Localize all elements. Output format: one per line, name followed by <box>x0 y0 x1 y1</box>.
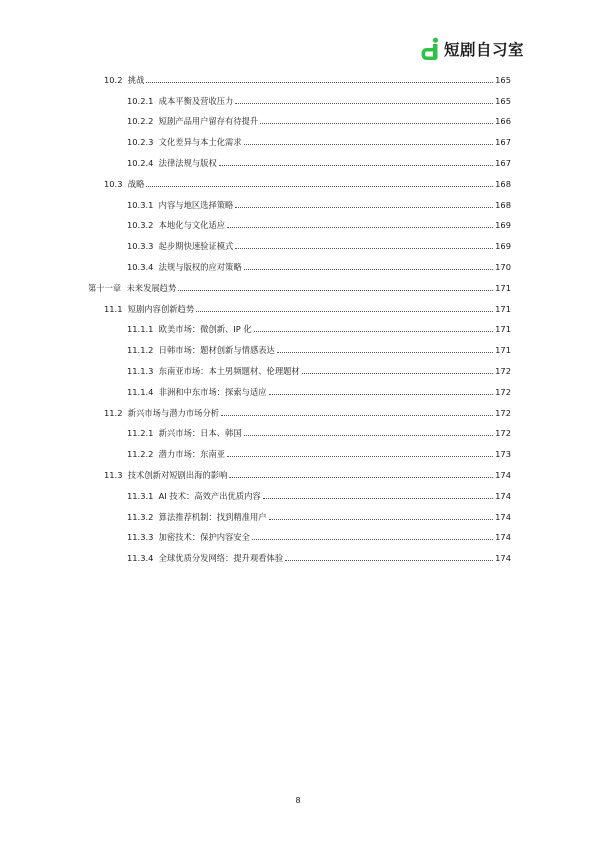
toc-entry-title: 日韩市场：题材创新与情感表达 <box>158 345 275 356</box>
toc-entry[interactable] <box>88 168 511 189</box>
toc-entry-number: 11.2 <box>104 407 123 418</box>
toc-dot-leader <box>263 498 493 499</box>
toc-entry-page: 174 <box>495 469 511 480</box>
toc-dot-leader <box>235 207 493 208</box>
toc-entry-label <box>88 408 219 418</box>
toc-entry-label <box>88 324 252 334</box>
toc-dot-leader <box>260 123 493 124</box>
toc-dot-leader <box>178 290 493 291</box>
toc-entry-title: 潜力市场：东南亚 <box>158 449 226 460</box>
toc-entry-number: 11.2.2 <box>127 449 154 460</box>
toc-entry-title: 挑战 <box>127 74 145 85</box>
toc-entry[interactable] <box>88 480 511 501</box>
toc-entry-label <box>88 304 194 314</box>
toc-entry[interactable] <box>88 293 511 314</box>
toc-entry[interactable] <box>88 147 511 168</box>
toc-entry-title: 新兴市场与潜力市场分析 <box>127 407 220 418</box>
toc-entry-label <box>88 75 144 85</box>
toc-dot-leader <box>277 352 493 353</box>
toc-entry-number: 11.1.2 <box>127 345 154 356</box>
toc-entry-page: 174 <box>495 490 511 501</box>
toc-dot-leader <box>302 373 493 374</box>
toc-entry-number: 11.3.1 <box>127 490 154 501</box>
toc-entry-page: 174 <box>495 532 511 543</box>
toc-entry-number: 10.3.2 <box>127 220 154 231</box>
toc-entry-label <box>88 116 258 126</box>
toc-entry[interactable] <box>88 251 511 272</box>
toc-entry-page: 171 <box>495 345 511 356</box>
table-of-contents <box>88 64 511 563</box>
toc-dot-leader <box>227 227 493 228</box>
toc-entry-label <box>88 366 300 376</box>
toc-entry-page: 165 <box>495 74 511 85</box>
toc-dot-leader <box>252 539 493 540</box>
toc-entry-page: 167 <box>495 137 511 148</box>
toc-entry-page: 169 <box>495 220 511 231</box>
toc-entry[interactable] <box>88 64 511 85</box>
toc-entry-page: 167 <box>495 157 511 168</box>
toc-entry-title: 法律法规与版权 <box>158 157 217 168</box>
toc-entry-number: 11.3.2 <box>127 511 154 522</box>
toc-dot-leader <box>254 331 493 332</box>
toc-entry-title: 技术创新对短剧出海的影响 <box>127 469 228 480</box>
toc-entry-page: 172 <box>495 428 511 439</box>
toc-entry[interactable] <box>88 106 511 127</box>
toc-entry-number: 第十一章 <box>88 282 122 293</box>
toc-entry[interactable] <box>88 397 511 418</box>
toc-dot-leader <box>146 186 493 187</box>
toc-dot-leader <box>235 248 493 249</box>
toc-entry[interactable] <box>88 438 511 459</box>
toc-entry-number: 10.3.4 <box>127 261 154 272</box>
toc-entry-title: 新兴市场：日本、韩国 <box>158 428 242 439</box>
toc-entry-label <box>88 512 267 522</box>
toc-dot-leader <box>235 103 493 104</box>
toc-entry-number: 11.3 <box>104 469 123 480</box>
toc-entry[interactable] <box>88 126 511 147</box>
toc-entry-title: 起步期快速验证模式 <box>158 241 234 252</box>
toc-entry-title: 未来发展趋势 <box>126 282 177 293</box>
toc-entry[interactable] <box>88 210 511 231</box>
toc-dot-leader <box>221 415 493 416</box>
toc-entry-label <box>88 200 233 210</box>
toc-entry-label <box>88 470 227 480</box>
toc-entry-page: 165 <box>495 95 511 106</box>
toc-entry-title: 成本平衡及营收压力 <box>158 95 234 106</box>
toc-entry-number: 11.1.1 <box>127 324 154 335</box>
toc-entry-number: 10.3 <box>104 178 123 189</box>
toc-dot-leader <box>244 269 494 270</box>
toc-entry-title: 东南亚市场：本土男频题材、伦理题材 <box>158 365 300 376</box>
toc-entry-number: 10.2.3 <box>127 137 154 148</box>
toc-entry-number: 10.2.1 <box>127 95 154 106</box>
toc-entry[interactable] <box>88 542 511 563</box>
toc-entry-label <box>88 283 176 293</box>
toc-dot-leader <box>196 311 493 312</box>
toc-entry-page: 171 <box>495 324 511 335</box>
toc-entry-page: 174 <box>495 511 511 522</box>
toc-entry[interactable] <box>88 85 511 106</box>
toc-entry-label <box>88 491 261 501</box>
toc-entry-number: 10.2 <box>104 74 123 85</box>
toc-entry-page: 172 <box>495 386 511 397</box>
toc-entry-number: 11.1.4 <box>127 386 154 397</box>
toc-entry-title: 战略 <box>127 178 145 189</box>
toc-entry-title: 短剧内容创新趋势 <box>127 303 195 314</box>
toc-entry-page: 171 <box>495 282 511 293</box>
toc-entry-title: 文化差异与本土化需求 <box>158 137 242 148</box>
toc-entry-number: 11.3.4 <box>127 553 154 564</box>
toc-entry-label <box>88 449 225 459</box>
toc-dot-leader <box>244 144 494 145</box>
toc-dot-leader <box>269 394 494 395</box>
toc-entry-page: 168 <box>495 178 511 189</box>
toc-entry-number: 11.3.3 <box>127 532 154 543</box>
toc-entry-number: 11.1.3 <box>127 365 154 376</box>
toc-entry[interactable] <box>88 230 511 251</box>
toc-entry-label <box>88 96 233 106</box>
toc-dot-leader <box>285 560 493 561</box>
toc-dot-leader <box>227 456 493 457</box>
toc-entry-page: 172 <box>495 407 511 418</box>
brand-logo-icon <box>420 37 440 61</box>
toc-entry-label <box>88 345 275 355</box>
toc-entry-label <box>88 158 217 168</box>
page-number: 8 <box>295 796 301 805</box>
toc-entry[interactable] <box>88 189 511 210</box>
brand-logo <box>420 36 524 62</box>
toc-entry-number: 10.2.4 <box>127 157 154 168</box>
toc-entry-title: 内容与地区选择策略 <box>158 199 234 210</box>
toc-entry-label <box>88 179 144 189</box>
toc-entry-page: 168 <box>495 199 511 210</box>
toc-entry-title: AI 技术：高效产出优质内容 <box>158 490 261 501</box>
toc-entry-title: 法规与版权的应对策略 <box>158 261 242 272</box>
toc-entry-number: 11.1 <box>104 303 123 314</box>
toc-entry-page: 171 <box>495 303 511 314</box>
toc-entry-title: 算法推荐机制：找到精准用户 <box>158 511 267 522</box>
toc-entry[interactable] <box>88 522 511 543</box>
toc-entry-title: 加密技术：保护内容安全 <box>158 532 250 543</box>
toc-entry-page: 174 <box>495 553 511 564</box>
toc-dot-leader <box>269 519 494 520</box>
toc-entry-page: 170 <box>495 261 511 272</box>
toc-entry-title: 非洲和中东市场：探索与适应 <box>158 386 267 397</box>
toc-entry-number: 10.3.1 <box>127 199 154 210</box>
toc-entry-label <box>88 241 233 251</box>
toc-entry[interactable] <box>88 501 511 522</box>
toc-entry-page: 172 <box>495 365 511 376</box>
toc-entry-label <box>88 532 250 542</box>
toc-entry[interactable] <box>88 272 511 293</box>
toc-entry-title: 欧美市场：微创新、IP 化 <box>158 324 252 335</box>
toc-entry[interactable] <box>88 376 511 397</box>
toc-entry-label <box>88 387 267 397</box>
toc-entry[interactable] <box>88 334 511 355</box>
toc-entry-number: 10.3.3 <box>127 241 154 252</box>
toc-dot-leader <box>219 165 493 166</box>
toc-dot-leader <box>146 82 493 83</box>
toc-entry[interactable] <box>88 459 511 480</box>
toc-entry-title: 短剧产品用户留存有待提升 <box>158 116 259 127</box>
toc-entry[interactable] <box>88 355 511 376</box>
toc-entry-page: 169 <box>495 241 511 252</box>
toc-entry-label <box>88 220 225 230</box>
toc-entry-title: 本地化与文化适应 <box>158 220 226 231</box>
toc-entry[interactable] <box>88 314 511 335</box>
toc-entry-number: 10.2.2 <box>127 116 154 127</box>
toc-entry[interactable] <box>88 418 511 439</box>
toc-entry-number: 11.2.1 <box>127 428 154 439</box>
toc-entry-label <box>88 262 242 272</box>
toc-entry-page: 173 <box>495 449 511 460</box>
brand-logo-text: 短剧自习室 <box>443 41 524 59</box>
toc-entry-label <box>88 137 242 147</box>
toc-entry-label <box>88 428 242 438</box>
toc-dot-leader <box>244 435 494 436</box>
toc-entry-page: 166 <box>495 116 511 127</box>
toc-entry-label <box>88 553 283 563</box>
toc-entry-title: 全球优质分发网络：提升观看体验 <box>158 553 284 564</box>
toc-dot-leader <box>229 477 493 478</box>
